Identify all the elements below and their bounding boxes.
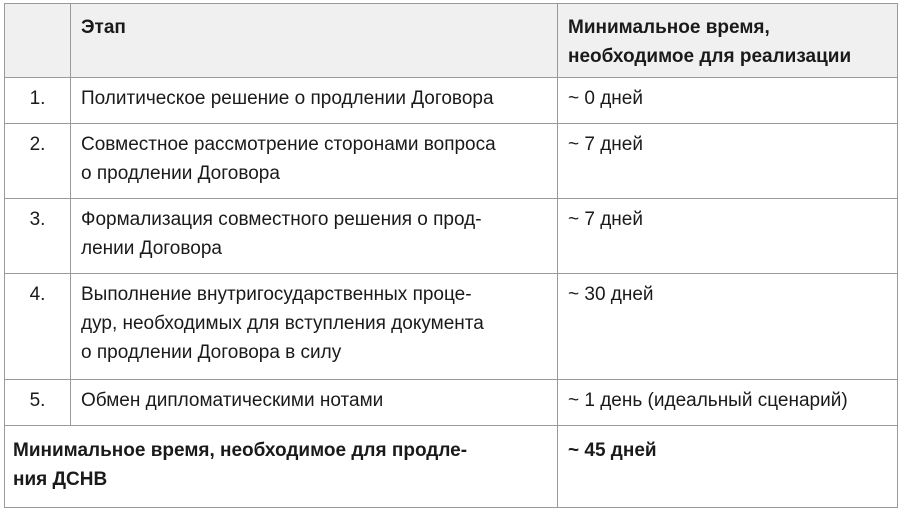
- table-row: [5, 199, 898, 274]
- row-stage: [71, 380, 558, 426]
- stage-line: лении Договора: [81, 238, 222, 259]
- stage-line: Формализация совместного решения о прод-: [81, 209, 482, 230]
- table-row: [5, 380, 898, 426]
- row-number: 2.: [5, 124, 71, 199]
- table-header-row: [5, 4, 898, 78]
- row-time: ~ 0 дней: [558, 78, 898, 124]
- row-time: ~ 1 день (идеальный сценарий): [558, 380, 898, 426]
- stage-line: о продлении Договора: [81, 163, 280, 184]
- row-time: ~ 7 дней: [558, 124, 898, 199]
- header-time: [558, 4, 898, 78]
- stage-line: Выполнение внутригосударственных проце-: [81, 284, 472, 305]
- table-row: [5, 78, 898, 124]
- row-time: ~ 7 дней: [558, 199, 898, 274]
- header-time-line1: Минимальное время,: [568, 17, 770, 38]
- row-number: 4.: [5, 274, 71, 380]
- row-stage: [71, 199, 558, 274]
- stage-line: о продлении Договора в силу: [81, 342, 342, 363]
- row-time: ~ 30 дней: [558, 274, 898, 380]
- total-row: [5, 426, 898, 508]
- total-label-line1: Минимальное время, необходимое для продле-: [13, 440, 468, 461]
- stage-line: Обмен дипломатическими нотами: [81, 390, 384, 411]
- stage-line: дур, необходимых для вступления документа: [81, 313, 484, 334]
- timeline-table: [4, 3, 898, 508]
- total-label-line2: ния ДСНВ: [13, 469, 108, 490]
- row-number: 3.: [5, 199, 71, 274]
- table-row: [5, 124, 898, 199]
- header-time-line2: необходимое для реализации: [568, 46, 852, 67]
- total-label: [5, 426, 558, 508]
- row-number: 1.: [5, 78, 71, 124]
- header-stage: Этап: [71, 4, 558, 78]
- row-stage: [71, 78, 558, 124]
- stage-line: Совместное рассмотрение сторонами вопроса: [81, 134, 496, 155]
- total-time: ~ 45 дней: [558, 426, 898, 508]
- row-stage: [71, 124, 558, 199]
- row-number: 5.: [5, 380, 71, 426]
- row-stage: [71, 274, 558, 380]
- header-num: [5, 4, 71, 78]
- stage-line: Политическое решение о продлении Договора: [81, 88, 494, 109]
- table-row: [5, 274, 898, 380]
